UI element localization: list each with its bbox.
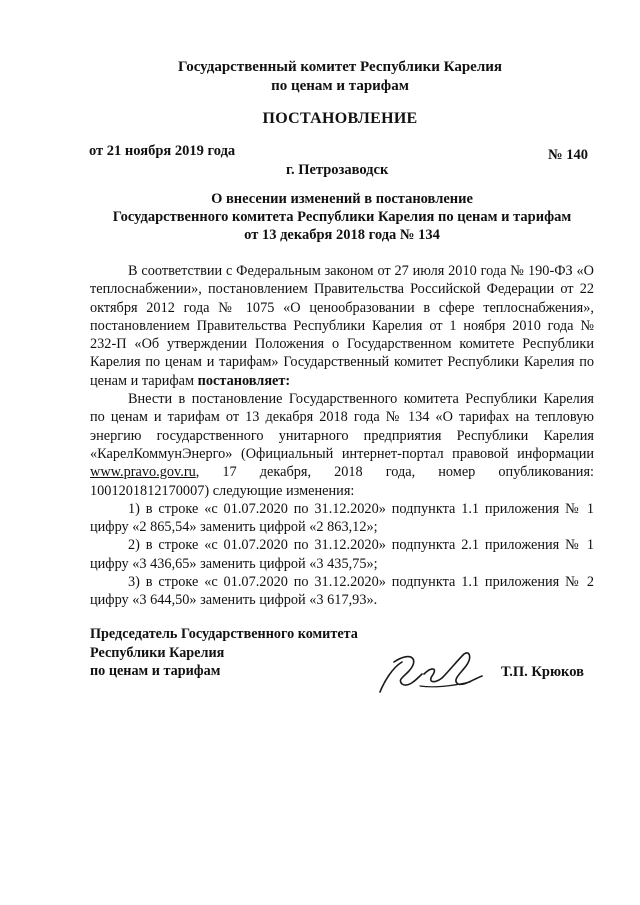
title-line3: от 13 декабря 2018 года № 134 xyxy=(244,227,440,243)
document-date: от 21 ноября 2019 года xyxy=(89,143,236,159)
org-name-line2: по ценам и тарифам xyxy=(271,78,409,94)
document-body xyxy=(90,262,594,610)
document-number: № 140 xyxy=(548,147,588,163)
main-text-after-link: , 17 декабря, 2018 года, номер опубликования: 1001201812170007) следующие изменения: xyxy=(90,464,594,499)
document-type: ПОСТАНОВЛЕНИЕ xyxy=(262,110,418,127)
handwritten-signature xyxy=(372,640,492,700)
title-line2: Государственного комитета Республики Карелия по ценам и тарифам xyxy=(112,209,572,225)
main-paragraph xyxy=(90,390,594,500)
change-item-1: 1) в строке «с 01.07.2020 по 31.12.2020» подпункта 1.1 приложения № 1 цифру «2 865,54» заменить цифрой «2 863,12»; xyxy=(90,500,594,536)
position-line3: по ценам и тарифам xyxy=(90,663,221,679)
org-name-line1: Государственный комитет Республики Карелия xyxy=(178,59,502,75)
document-title xyxy=(90,190,594,244)
preamble-paragraph xyxy=(90,262,594,390)
position-line1: Председатель Государственного комитета xyxy=(90,626,358,642)
document-city: г. Петрозаводск xyxy=(286,162,389,178)
change-item-3: 3) в строке «с 01.07.2020 по 31.12.2020» подпункта 1.1 приложения № 2 цифру «3 644,50» заменить цифрой «3 617,93». xyxy=(90,574,594,609)
signatory-name: Т.П. Крюков xyxy=(501,664,584,680)
change-item-2: 2) в строке «с 01.07.2020 по 31.12.2020» подпункта 2.1 приложения № 1 цифру «3 436,65» заменить цифрой «3 435,75»; xyxy=(90,537,594,572)
main-text-before-link: Внести в постановление Государственного комитета Республики Карелия по ценам и тарифам от 13 декабря 2018 года № 134 «О тарифах на тепловую энергию государственного унитарного предприятия Республики Карелия «КарелКоммунЭнерго» (Официальный интернет-портал правовой информации xyxy=(90,391,594,462)
title-line1: О внесении изменений в постановление xyxy=(211,191,473,207)
signatory-position xyxy=(90,625,390,681)
pravo-link[interactable]: www.pravo.gov.ru xyxy=(90,464,196,481)
postanovlyaet-word: постановляет: xyxy=(197,372,291,389)
position-line2: Республики Карелия xyxy=(90,644,225,661)
preamble-text: В соответствии с Федеральным законом от 27 июля 2010 года № 190-ФЗ «О теплоснабжении», постановлением Правительства Российской Федерации от 22 октября 2012 года № 1075 «О ценообразовании в сфере теплоснабжения», постановлением Правительства Республики Карелия от 1 ноября 2010 года № 232-П «Об утверждении Положения о Государственном комитете Республики Карелия по ценам и тарифам» Государственный комитет Республики Карелия по ценам и тарифам xyxy=(90,263,594,389)
